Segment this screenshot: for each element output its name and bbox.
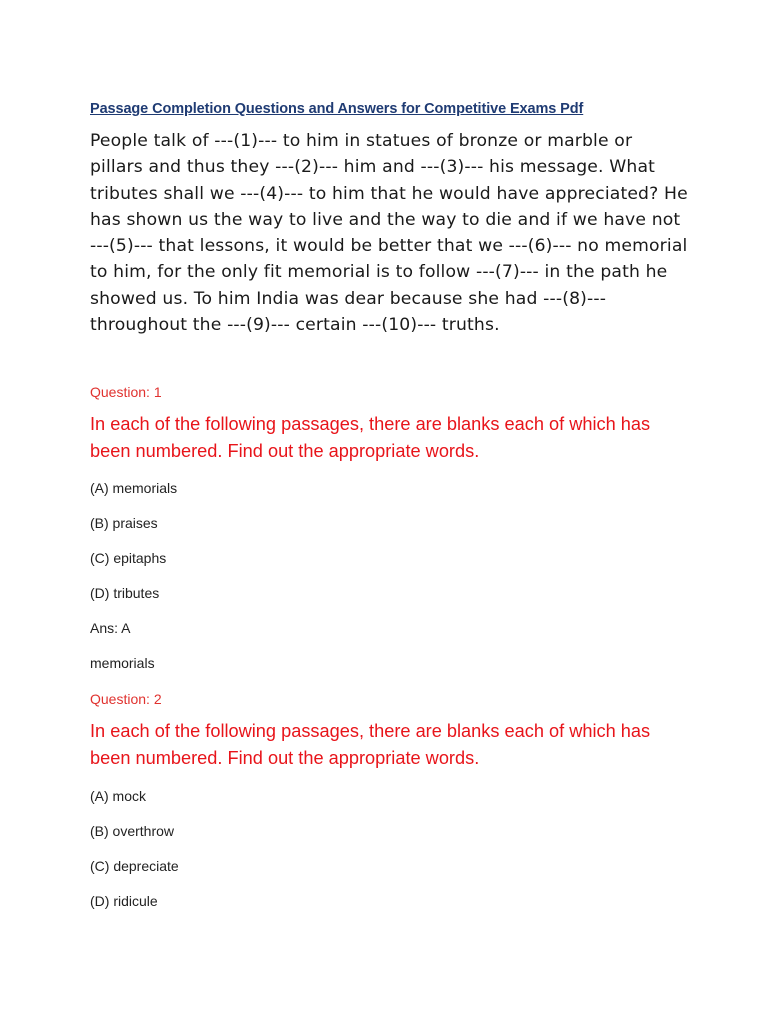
question-1-answer: Ans: A (90, 620, 131, 636)
question-2-option-a: (A) mock (90, 788, 146, 804)
question-1-option-b: (B) praises (90, 515, 158, 531)
question-1-answer-word: memorials (90, 655, 155, 671)
question-2-option-b: (B) overthrow (90, 823, 175, 839)
question-1-option-a: (A) memorials (90, 480, 178, 496)
question-2-label: Question: 2 (90, 691, 162, 707)
question-1-text: In each of the following passages, there are blanks each of which has been numbered. Find out the appropriate words. (90, 414, 651, 461)
question-1-option-c: (C) epitaphs (90, 550, 167, 566)
question-1-option-d: (D) tributes (90, 585, 160, 601)
question-2-option-c: (C) depreciate (90, 858, 179, 874)
question-2-option-d: (D) ridicule (90, 893, 158, 909)
question-2-text: In each of the following passages, there are blanks each of which has been numbered. Find out the appropriate words. (90, 721, 651, 768)
question-1-label: Question: 1 (90, 384, 162, 400)
document-title[interactable]: Passage Completion Questions and Answers for Competitive Exams Pdf (90, 101, 584, 117)
passage-text: People talk of ---(1)--- to him in statues of bronze or marble or pillars and thus they ---(2)--- him and ---(3)--- his message. What tributes shall we ---(4)--- to him that he would have appreciated? He has shown us the way to live and the way to die and if we have not ---(5)--- that lessons, it would be better that we ---(6)--- no memorial to him, for the only fit memorial is to follow ---(7)--- in the path he showed us. To him India was dear because she had ---(8)--- throughout the ---(9)--- certain ---(10)--- truths. (90, 131, 688, 336)
